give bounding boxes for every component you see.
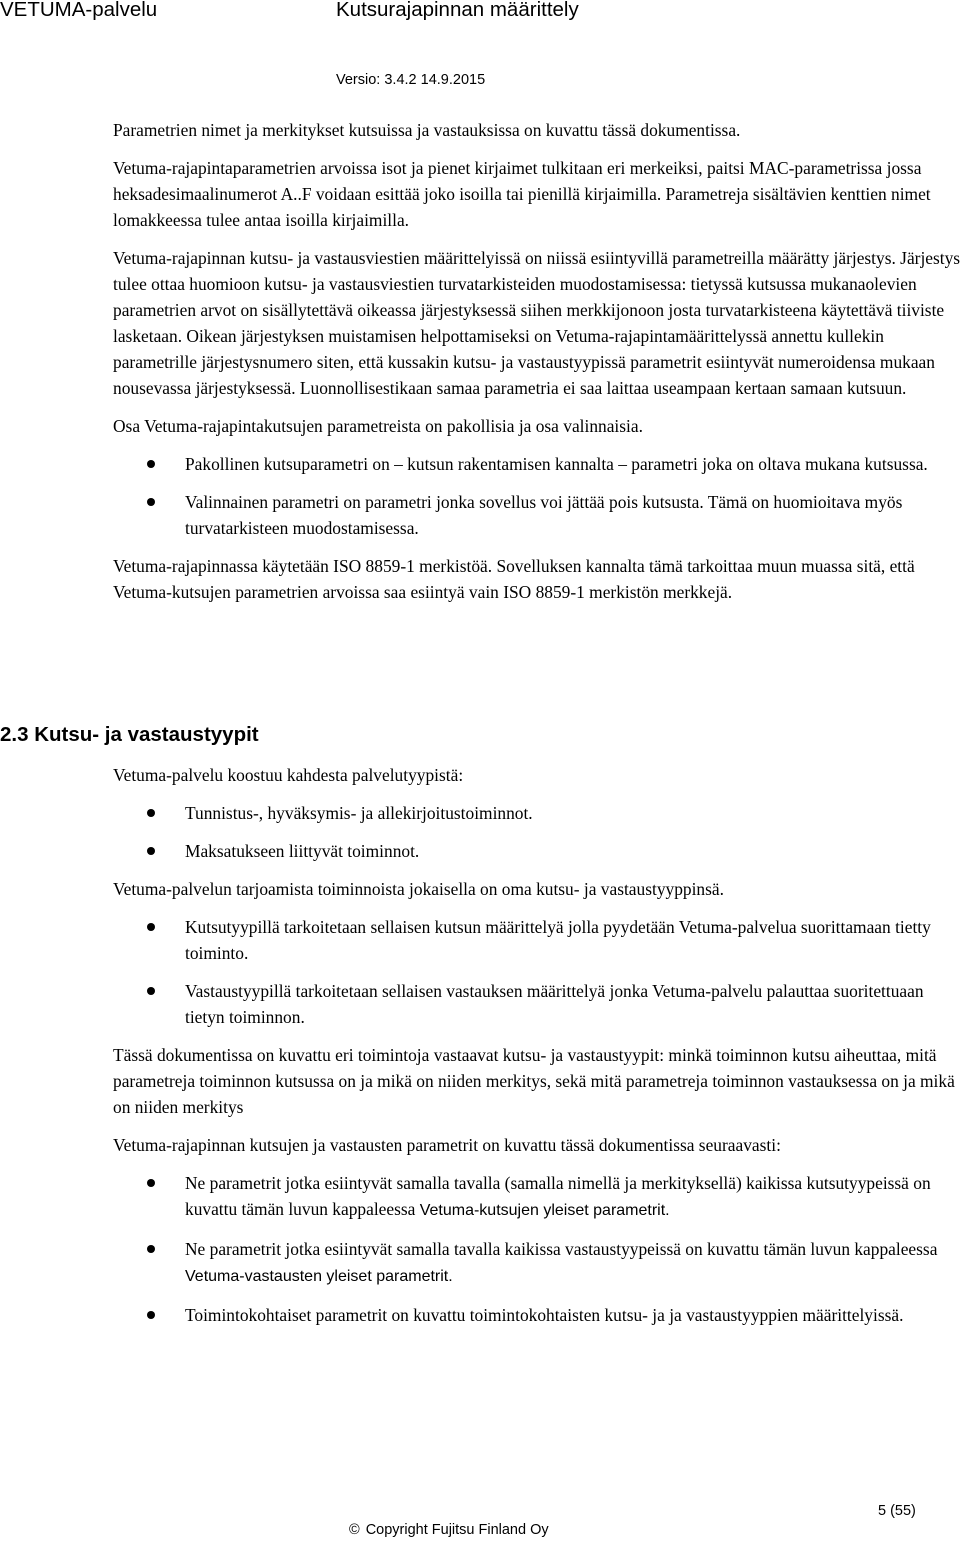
list-item: Pakollinen kutsuparametri on – kutsun rakentamisen kannalta – parametri joka on oltava mukana kutsussa. bbox=[113, 451, 960, 477]
section-heading: 2.3 Kutsu- ja vastaustyypit bbox=[0, 723, 259, 746]
list-item: Vastaustyypillä tarkoitetaan sellaisen vastauksen määrittelyä jonka Vetuma-palvelu palauttaa suoritettuaan tietyn toiminnon. bbox=[113, 978, 960, 1030]
list-item: Ne parametrit jotka esiintyvät samalla tavalla kaikissa vastaustyypeissä on kuvattu tämän luvun kappaleessa Vetuma-vastausten yleiset parametrit. bbox=[113, 1236, 960, 1290]
list-item: Ne parametrit jotka esiintyvät samalla tavalla (samalla nimellä ja merkityksellä) kaikissa kutsutyypeissä on kuvattu tämän luvun kappaleessa Vetuma-kutsujen yleiset parametrit. bbox=[113, 1170, 960, 1224]
footer-copyright: © Copyright Fujitsu Finland Oy bbox=[349, 1522, 549, 1538]
page-number: 5 (55) bbox=[878, 1503, 916, 1519]
bullet-list bbox=[113, 800, 960, 864]
paragraph: Vetuma-rajapinnan kutsu- ja vastausviestien määrittelyissä on niissä esiintyvillä parametreilla määrätty järjestys. Järjestys tulee ottaa huomioon kutsu- ja vastausviestien turvatarkisteiden muodostamisessa: tietyssä kutsussa mukanaolevien parametrien arvot on sisällytettävä oikeassa järjestyksessä siihen merkkijonoon josta turvatarkisteena käytettävä tiiviste lasketaan. Oikean järjestyksen muistamisen helpottamiseksi on Vetuma-rajapintamäärittelyssä annettu kullekin parametrille järjestysnumero siten, että kussakin kutsu- ja vastaustyypissä parametrit esiintyvät numeroidensa mukaan nousevassa järjestyksessä. Luonnollisestikaan samaa parametria ei saa laittaa useampaan kertaan samaan kutsuun. bbox=[113, 248, 960, 398]
paragraph: Tässä dokumentissa on kuvattu eri toimintoja vastaavat kutsu- ja vastaustyypit: minkä toiminnon kutsu aiheuttaa, mitä parametreja toiminnon kutsussa on ja mikä on niiden merkitys, sekä mitä parametreja toiminnon vastauksessa on ja mikä on niiden merkitys bbox=[113, 1045, 955, 1117]
section-body-1 bbox=[113, 117, 960, 605]
header-version: Versio: 3.4.2 14.9.2015 bbox=[336, 72, 486, 88]
bullet-icon bbox=[147, 809, 155, 817]
header-document-title: Kutsurajapinnan määrittely bbox=[336, 0, 579, 21]
copyright-icon: © bbox=[349, 1522, 360, 1538]
paragraph: Parametrien nimet ja merkitykset kutsuissa ja vastauksissa on kuvattu tässä dokumentissa. bbox=[113, 120, 741, 140]
cross-reference-link[interactable]: Vetuma-kutsujen yleiset parametrit. bbox=[419, 1202, 670, 1219]
bullet-list bbox=[113, 451, 960, 541]
paragraph: Vetuma-rajapinnan kutsujen ja vastausten parametrit on kuvattu tässä dokumentissa seuraavasti: bbox=[113, 1135, 781, 1155]
bullet-icon bbox=[147, 460, 155, 468]
paragraph: Vetuma-palvelu koostuu kahdesta palvelutyypistä: bbox=[113, 765, 464, 785]
paragraph: Vetuma-palvelun tarjoamista toiminnoista jokaisella on oma kutsu- ja vastaustyyppinsä. bbox=[113, 879, 724, 899]
bullet-icon bbox=[147, 1311, 155, 1319]
page-header bbox=[0, 0, 960, 100]
paragraph: Vetuma-rajapintaparametrien arvoissa isot ja pienet kirjaimet tulkitaan eri merkeiksi, paitsi MAC-parametrissa jossa heksadesimaalinumerot A..F voidaan esittää joko isoilla tai pienillä kirjaimilla. Parametreja sisältävien kenttien nimet lomakkeessa tulee antaa isoilla kirjaimilla. bbox=[113, 158, 931, 230]
list-item: Kutsutyypillä tarkoitetaan sellaisen kutsun määrittelyä jolla pyydetään Vetuma-palvelua suorittamaan tietty toiminto. bbox=[113, 914, 960, 966]
paragraph: Vetuma-rajapinnassa käytetään ISO 8859-1 merkistöä. Sovelluksen kannalta tämä tarkoittaa muun muassa sitä, että Vetuma-kutsujen parametrien arvoissa saa esiintyä vain ISO 8859-1 merkistön merkkejä. bbox=[113, 556, 915, 602]
bullet-icon bbox=[147, 1179, 155, 1187]
bullet-icon bbox=[147, 498, 155, 506]
list-item: Maksatukseen liittyvät toiminnot. bbox=[113, 838, 960, 864]
bullet-list bbox=[113, 1170, 960, 1328]
header-product-name: VETUMA-palvelu bbox=[0, 0, 158, 21]
list-item: Toimintokohtaiset parametrit on kuvattu toimintokohtaisten kutsu- ja ja vastaustyyppien määrittelyissä. bbox=[113, 1302, 960, 1328]
list-item: Tunnistus-, hyväksymis- ja allekirjoitustoiminnot. bbox=[113, 800, 960, 826]
bullet-list bbox=[113, 914, 960, 1030]
paragraph: Osa Vetuma-rajapintakutsujen parametreista on pakollisia ja osa valinnaisia. bbox=[113, 416, 643, 436]
section-body-2 bbox=[113, 762, 960, 1340]
bullet-icon bbox=[147, 987, 155, 995]
bullet-icon bbox=[147, 923, 155, 931]
bullet-icon bbox=[147, 1245, 155, 1253]
bullet-icon bbox=[147, 847, 155, 855]
cross-reference-link[interactable]: Vetuma-vastausten yleiset parametrit. bbox=[185, 1268, 453, 1285]
list-item: Valinnainen parametri on parametri jonka sovellus voi jättää pois kutsusta. Tämä on huomioitava myös turvatarkisteen muodostamisessa. bbox=[113, 489, 960, 541]
